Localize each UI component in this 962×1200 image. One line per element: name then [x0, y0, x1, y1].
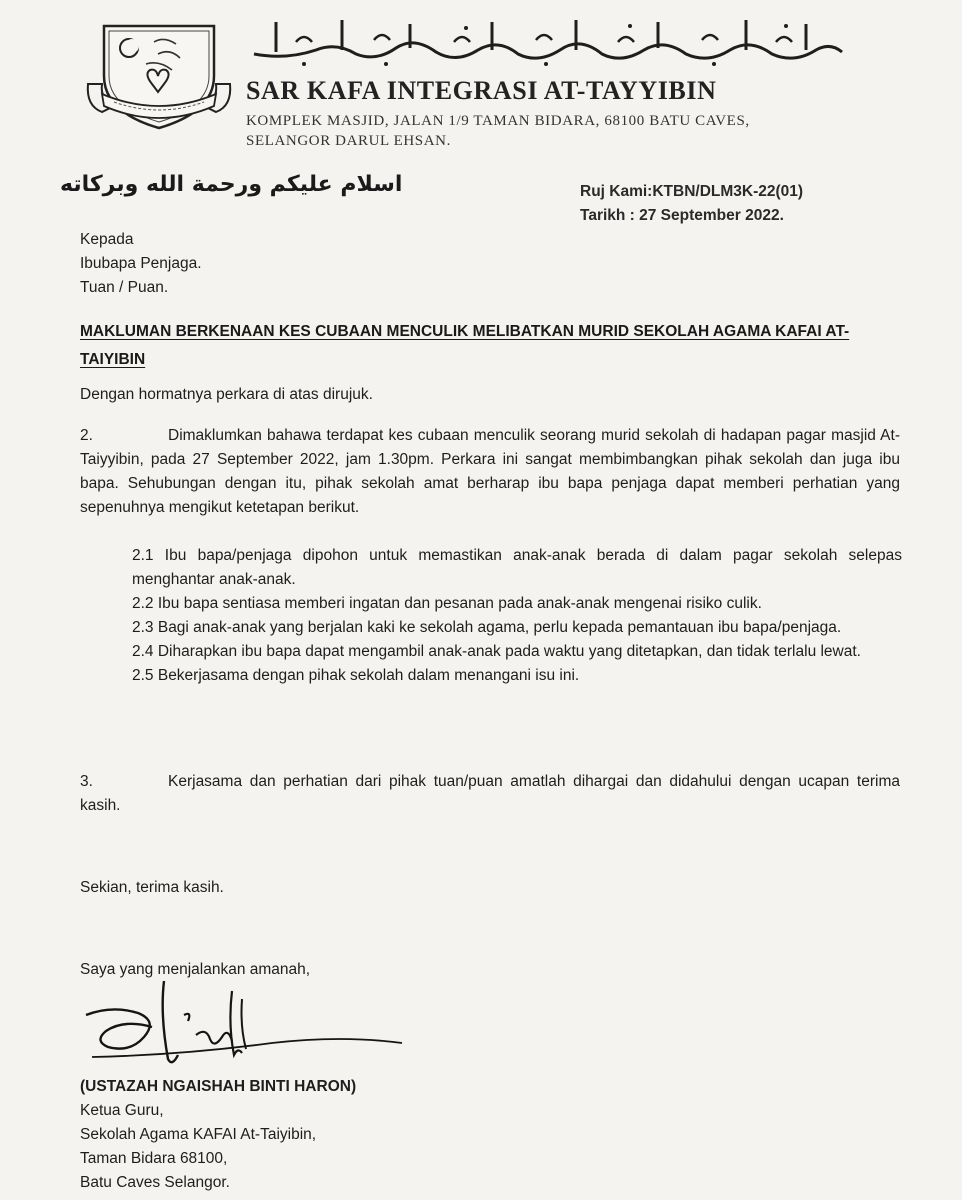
jawi-school-name-calligraphy [246, 14, 846, 68]
paragraph-3 [80, 770, 900, 818]
recipient-line-1: Kepada [80, 231, 134, 248]
paragraph-3-text: Kerjasama dan perhatian dari pihak tuan/puan amatlah dihargai dan didahului dengan ucapan terima kasih. [80, 773, 900, 814]
school-crest-logo [84, 14, 234, 134]
signoff-line: Saya yang menjalankan amanah, [80, 961, 311, 978]
subpoint-2-4: 2.4 Diharapkan ibu bapa dapat mengambil anak-anak pada waktu yang ditetapkan, dan tidak terlalu lewat. [132, 643, 861, 660]
recipient-line-3: Tuan / Puan. [80, 279, 169, 296]
paragraph-3-number: 3. [80, 773, 93, 790]
paragraph-2-number: 2. [80, 427, 93, 444]
reference-number: Ruj Kami:KTBN/DLM3K-22(01) [580, 183, 804, 200]
letter-subject: MAKLUMAN BERKENAAN KES CUBAAN MENCULIK MELIBATKAN MURID SEKOLAH AGAMA KAFAI AT-TAIYIBIN [80, 323, 850, 368]
signatory-location-2: Batu Caves Selangor. [80, 1174, 230, 1191]
reference-block [580, 180, 803, 228]
closing-line: Sekian, terima kasih. [80, 879, 224, 896]
subpoint-2-5: 2.5 Bekerjasama dengan pihak sekolah dalam menangani isu ini. [132, 667, 580, 684]
address-line-2: SELANGOR DARUL EHSAN. [246, 133, 451, 149]
paragraph-2 [80, 424, 900, 520]
recipient-line-2: Ibubapa Penjaga. [80, 255, 202, 272]
subpoint-2-2: 2.2 Ibu bapa sentiasa memberi ingatan dan pesanan pada anak-anak mengenai risiko culik. [132, 595, 762, 612]
school-address [246, 111, 750, 151]
recipient-block [80, 228, 202, 300]
subpoint-2-3: 2.3 Bagi anak-anak yang berjalan kaki ke sekolah agama, perlu kepada pemantauan ibu bapa/penjaga. [132, 619, 842, 636]
handwritten-signature [72, 975, 432, 1075]
paragraph-2-text: Dimaklumkan bahawa terdapat kes cubaan menculik seorang murid sekolah di hadapan pagar masjid At-Taiyyibin, pada 27 September 2022, jam 1.30pm. Perkara ini sangat membimbangkan pihak sekolah dan juga ibu bapa. Sehubungan dengan itu, pihak sekolah amat berharap ibu bapa penjaga dapat memberi perhatian yang sepenuhnya mengikut ketetapan berikut. [80, 427, 900, 516]
opening-line: Dengan hormatnya perkara di atas dirujuk. [80, 386, 373, 403]
school-name: SAR KAFA INTEGRASI AT-TAYYIBIN [246, 76, 717, 105]
signatory-location-1: Taman Bidara 68100, [80, 1150, 228, 1167]
address-line-1: KOMPLEK MASJID, JALAN 1/9 TAMAN BIDARA, 68100 BATU CAVES, [246, 113, 750, 129]
subpoint-list [132, 544, 902, 688]
signatory-title: Ketua Guru, [80, 1102, 164, 1119]
signatory-organisation: Sekolah Agama KAFAI At-Taiyibin, [80, 1126, 317, 1143]
signatory-block [80, 1075, 356, 1195]
signatory-name: (USTAZAH NGAISHAH BINTI HARON) [80, 1078, 357, 1095]
subpoint-2-1: 2.1 Ibu bapa/penjaga dipohon untuk memastikan anak-anak berada di dalam pagar sekolah selepas menghantar anak-anak. [132, 547, 902, 588]
letter-date: Tarikh : 27 September 2022. [580, 207, 784, 224]
arabic-greeting: اسلام عليكم ورحمة الله وبركاته [60, 172, 403, 197]
